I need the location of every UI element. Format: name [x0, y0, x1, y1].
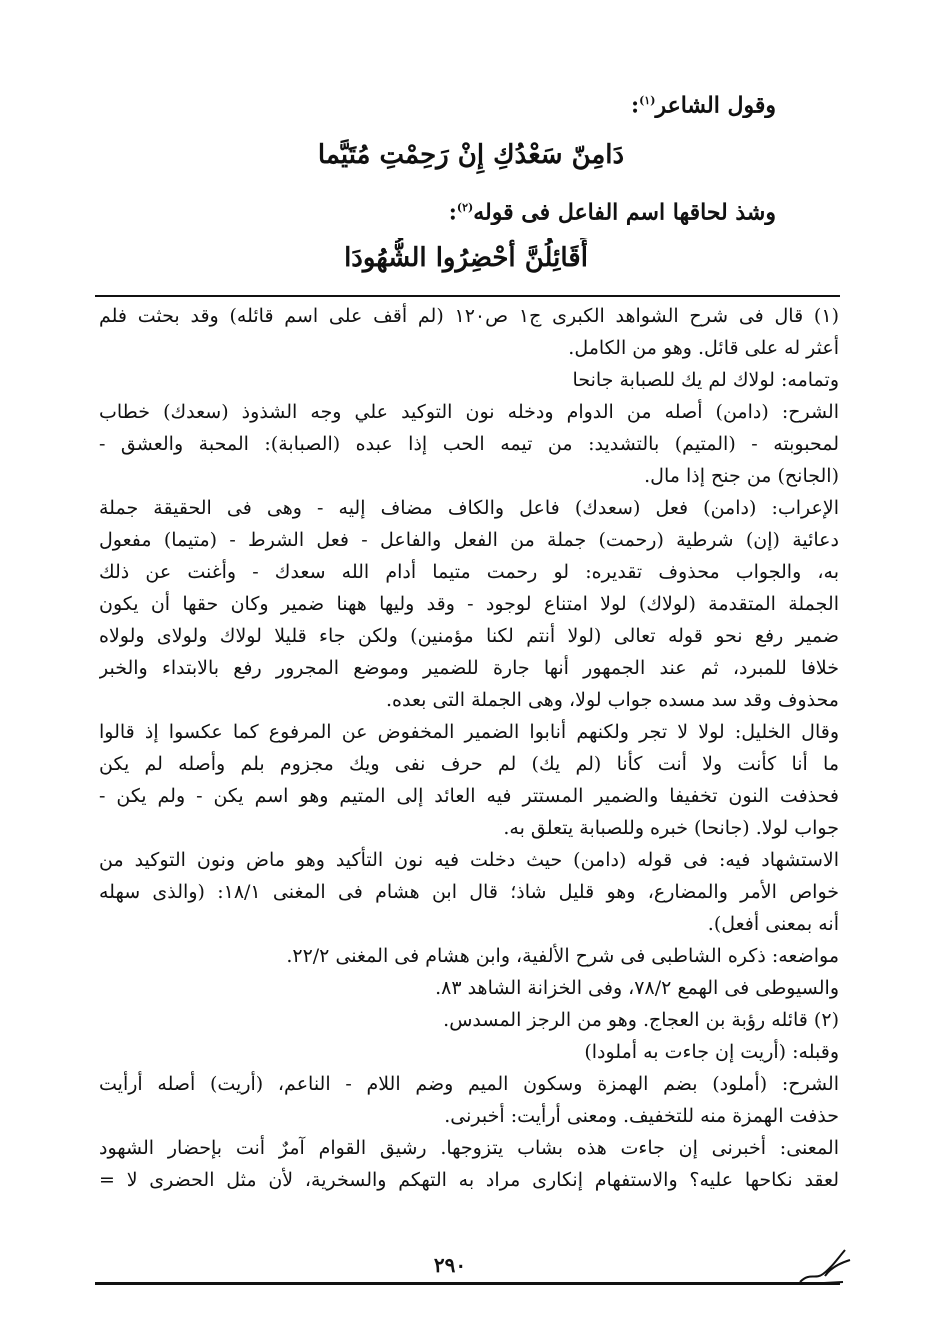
footnote-line: لعقد نكاحها عليه؟ والاستفهام إنكارى مراد به التهكم والسخرية، لأن مثل الحضرى لا =	[99, 1169, 839, 1191]
footnote-line: حذفت الهمزة منه للتخفيف. ومعنى أرأيت: أخبرنى.	[444, 1105, 839, 1127]
main-text: وشذ لحاقها اسم الفاعل فى قوله	[473, 199, 776, 225]
footnote-line: المعنى: أخبرنى إن جاءت هذه بشاب يتزوجها. رشيق القوام آمرٌ أنت بإحضار الشهود	[99, 1137, 839, 1159]
footnote-line: (الجانح) من جنح إذا مال.	[644, 465, 839, 487]
footnote-line: الشرح: (أملود) بضم الهمزة وسكون الميم وضم اللام - الناعم، (أريت) أصله أرأيت	[99, 1073, 839, 1095]
footnote-line: خواص الأمر والمضارع، وهو قليل شاذ؛ قال ابن هشام فى المغنى ١٨/١: (والذى سهله	[99, 881, 839, 903]
footnote-line: جواب لولا. (جانحا) خبره وللصبابة يتعلق به.	[503, 817, 839, 839]
footnote-line: فحذفت النون تخفيفا والضمير المستتر فيه العائد إلى المتيم وهو اسم يكن - ولم يكن -	[99, 785, 839, 807]
footnote-line: الجملة المتقدمة (لولاك) لولا امتناع لوجود - وقد وليها ههنا ضمير وكان حقها أن يكون	[99, 593, 839, 615]
bottom-rule	[95, 1282, 840, 1285]
footnote-ref: (٢)	[456, 201, 474, 214]
footnote-line: الاستشهاد فيه: فى قوله (دامن) حيث دخلت فيه نون التأكيد وهو ماض ونون التوكيد من	[99, 849, 839, 871]
colon: :	[630, 92, 640, 118]
footnote-line: أنه بمعنى أفعل).	[707, 913, 839, 935]
footnote-line: (١) قال فى شرح الشواهد الكبرى ج١ ص١٢٠ (لم أقف على اسم قائله) وقد بحثت فلم	[99, 305, 839, 327]
page-number: ٢٩٠	[433, 1253, 467, 1277]
footnote-line: الشرح: (دامن) أصله من الدوام ودخله نون التوكيد علي وجه الشذوذ (سعدك) خطاب	[99, 401, 839, 423]
footnote-line: ما أنا كأنت ولا أنت كأنا (لم يك) لم حرف نفى ويك مجزوم بلم وأصله لم يكن	[99, 753, 839, 775]
footnote-line: محذوف وقد سد مسده جواب لولا، وهى الجملة التى بعده.	[385, 689, 839, 711]
separator-rule	[95, 295, 840, 297]
verse-line-1: دَامِنّ سَعْدُكِ إِنْ رَحِمْتِ مُتَيَّما	[317, 140, 625, 170]
footnote-line: دعائية (إن) شرطية (رحمت) جملة من الفعل والفاعل - فعل الشرط - (متيما) مفعول	[99, 529, 839, 551]
footnote-line: مواضعه: ذكره الشاطبى فى شرح الألفية، وابن هشام فى المغنى ٢٢/٢.	[286, 945, 839, 967]
footnote-ref: (١)	[639, 94, 656, 107]
footnote-line: والسيوطى فى الهمع ٧٨/٢، وفى الخزانة الشاهد ٨٣.	[435, 977, 839, 999]
main-text-line-1	[376, 86, 776, 118]
footnote-line: وقال الخليل: لولا لا تجر ولكنهم أنابوا الضمير المخفوض عن المرفوع كما عكسوا إذ قالوا	[99, 721, 839, 743]
main-text-line-3	[326, 193, 776, 225]
colon: :	[448, 199, 457, 225]
footnote-line: ضمير رفع نحو قوله تعالى (لولا أنتم لكنا مؤمنين) ولكن جاء قليلا لولاك ولولاى ولولاه	[99, 625, 839, 647]
footnote-line: لمحبوبته - (المتيم) بالتشديد: من تيمه الحب إذا عبده (الصبابة): المحبة والعشق -	[99, 433, 839, 455]
main-text: وقول الشاعر	[655, 92, 776, 118]
verse-line-2: أَقَائِلُنَّ أحْضِرُوا الشُّهُودَا	[344, 243, 588, 273]
footnote-line: وقبله: (أريت إن جاءت به أملودا)	[584, 1041, 839, 1063]
footnote-line: الإعراب: (دامن) فعل (سعدك) فاعل والكاف مضاف إليه - وهى فى الحقيقة جملة	[99, 497, 839, 519]
footnote-line: وتمامه: لولاك لم يك للصبابة جانحا	[572, 369, 839, 391]
footnote-line: خلافا للمبرد، ثم عند الجمهور أنها جارة للضمير وموضع المجرور رفع بالابتداء والخبر	[99, 657, 839, 679]
footnote-line: به، والجواب محذوف تقديره: لو رحمت متيما أدام الله سعدك - وأغنت عن ذلك	[99, 561, 839, 583]
footnote-line: أعثر له على قائل. وهو من الكامل.	[568, 337, 839, 359]
footnote-line: (٢) قائله رؤبة بن العجاج. وهو من الرجز المسدس.	[443, 1009, 839, 1031]
